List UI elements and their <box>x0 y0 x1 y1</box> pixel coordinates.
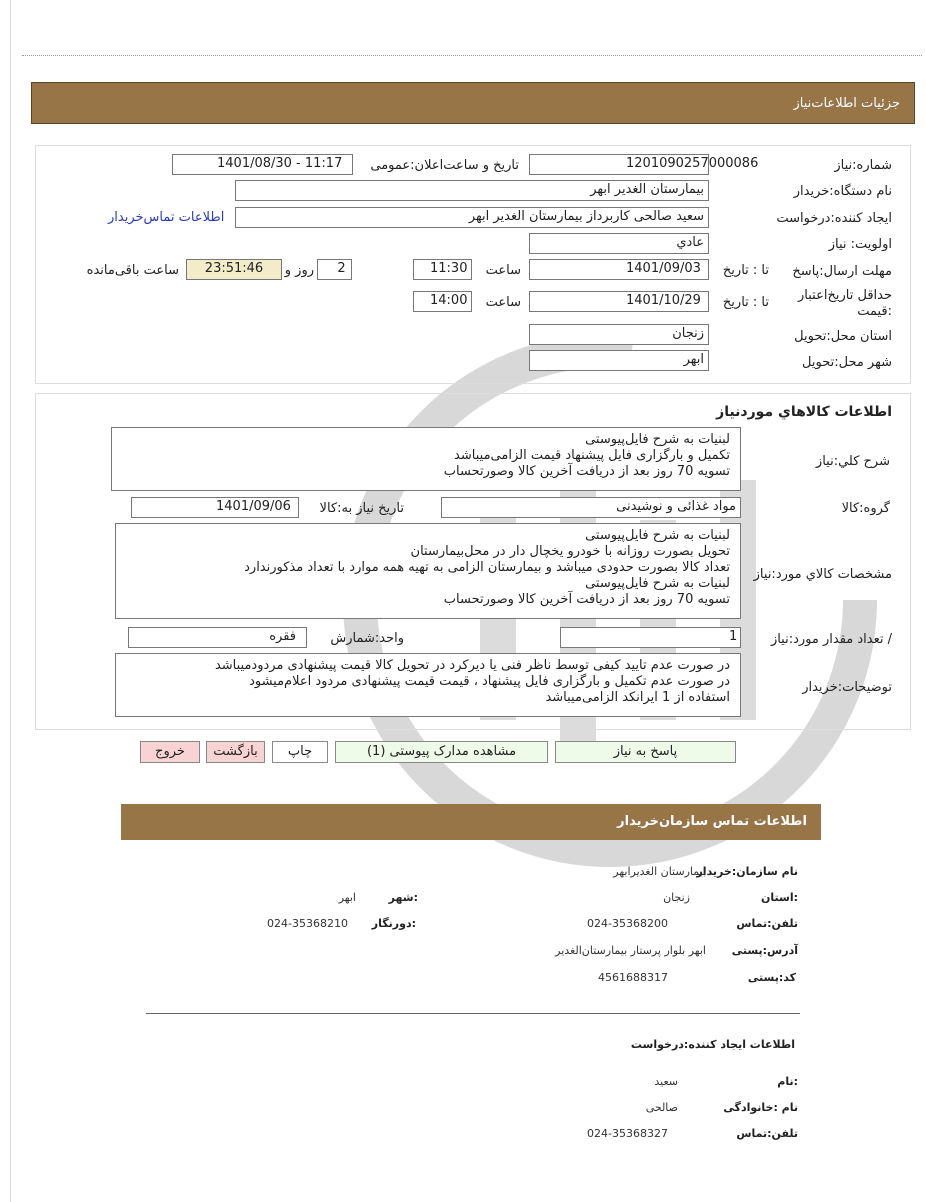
creator-phone-value: 024-35368327 <box>587 1127 668 1140</box>
creator-name-label: :نام <box>777 1075 798 1088</box>
validity-hour-label: ساعت <box>485 295 521 310</box>
creator-phone-label: تلفن:تماس <box>736 1127 798 1140</box>
validity-hour-field[interactable]: 14:00 <box>413 291 472 312</box>
deadline-date-field[interactable]: 1401/09/03 <box>529 259 709 280</box>
top-dotted-divider <box>22 55 922 56</box>
goods-section-title: اطلاعات كالاهاي موردنياز <box>716 404 892 420</box>
contact-fax-value: 024-35368210 <box>267 917 348 930</box>
back-button[interactable]: بازگشت <box>206 741 265 763</box>
qty-label: / تعداد مقدار مورد:نیاز <box>770 632 892 647</box>
creator-name-value: سعید <box>654 1075 678 1088</box>
buyer-contact-link[interactable]: اطلاعات تماس‌خریدار <box>108 210 225 225</box>
priority-field[interactable]: عادي <box>529 233 709 254</box>
desc-line: تسویه 70 روز بعد از دریافت آخرین کالا وصورتحساب <box>443 464 730 479</box>
desc-label: شرح كلي:نياز <box>815 454 890 469</box>
deadline-hour-field[interactable]: 11:30 <box>413 259 472 280</box>
notes-line: در صورت عدم تایید کیفی توسط ناظر فنی یا دیرکرد در تحویل کالا قیمت پیشنهادی مردودمیباشد <box>214 658 730 673</box>
contact-section-header <box>121 804 821 840</box>
deadline-hour-label: ساعت <box>485 263 521 278</box>
spec-textarea[interactable] <box>115 523 741 619</box>
contact-postal-value: 4561688317 <box>598 971 668 984</box>
buyer-org-label: نام دستگاه:خریدار <box>793 184 892 199</box>
spec-line: تحویل بصورت روزانه با خودرو یخچال دار در محل‌بیمارستان <box>410 544 730 559</box>
deadline-to-label: تا : تاریخ <box>722 263 769 278</box>
desc-line: تکمیل و بارگزاری فایل پیشنهاد قیمت الزامی‌میباشد <box>454 448 730 463</box>
contact-province-label: :استان <box>761 891 798 904</box>
spec-line: تسویه 70 روز بعد از دریافت آخرین کالا وصورتحساب <box>443 592 730 607</box>
desc-textarea[interactable] <box>111 427 741 491</box>
attachments-button[interactable]: مشاهده مدارک پیوستی (1) <box>335 741 548 763</box>
contact-province-value: زنجان <box>663 891 690 904</box>
creator-info-title: اطلاعات ایجاد کننده:درخواست <box>630 1038 795 1051</box>
qty-field[interactable]: 1 <box>560 627 741 648</box>
group-label: گروه:کالا <box>841 501 890 516</box>
need-date-label: تاریخ نیاز به:کالا <box>319 501 404 516</box>
announce-field[interactable]: 1401/08/30 - 11:17 <box>172 154 353 175</box>
contact-fax-label: :دورنگار <box>371 917 416 930</box>
contact-address-label: آدرس:پستی <box>731 944 798 957</box>
unit-label: واحد:شمارش <box>330 631 404 646</box>
notes-label: توضیحات:خریدار <box>802 680 892 695</box>
city-label: شهر محل:تحویل <box>802 355 892 370</box>
unit-field[interactable]: فقره <box>128 627 307 648</box>
spec-line: لبنیات به شرح فایل‌پیوستی <box>585 528 730 543</box>
buyer-org-field[interactable]: بیمارستان الغدیر ابهر <box>235 180 709 201</box>
need-number-label: شماره:نیاز <box>834 158 892 173</box>
spec-line: تعداد کالا بصورت حدودی میباشد و بیمارستان الزامی به تهیه همه موارد با تعداد مذکور‌ندارد <box>244 560 730 575</box>
contact-org-label: نام سازمان:خریدار <box>696 865 798 878</box>
print-button[interactable]: چاپ <box>272 741 328 763</box>
province-label: استان محل:تحویل <box>794 329 892 344</box>
desc-line: لبنیات به شرح فایل‌پیوستی <box>585 432 730 447</box>
creator-label: ایجاد کننده:درخواست <box>776 211 892 226</box>
exit-button[interactable]: خروج <box>140 741 200 763</box>
validity-date-field[interactable]: 1401/10/29 <box>529 291 709 312</box>
need-date-field[interactable]: 1401/09/06 <box>131 497 299 518</box>
contact-phone-label: تلفن:تماس <box>736 917 798 930</box>
creator-family-label: نام :خانوادگی <box>723 1101 798 1114</box>
remaining-days-field: 2 <box>317 259 352 280</box>
priority-label: اولویت: نیاز <box>828 237 892 252</box>
left-border-line <box>10 0 11 1202</box>
spec-line: لبنیات به شرح فایل‌پیوستی <box>585 576 730 591</box>
page-header <box>31 82 915 124</box>
days-label: روز و <box>284 263 314 278</box>
notes-line: در صورت عدم تکمیل و بارگزاری فایل پیشنهاد ، قیمت قیمت پیشنهادی مردود اعلام‌میشود <box>249 674 730 689</box>
creator-field[interactable]: سعید صالحی کاربرداز بیمارستان الغدیر ابهر <box>235 207 709 228</box>
validity-to-label: تا : تاریخ <box>722 295 769 310</box>
need-number-field[interactable]: 1201090257000086 <box>529 154 709 175</box>
remaining-time-field: 23:51:46 <box>186 259 282 280</box>
notes-line: استفاده از 1 ایرانکد الزامی‌میباشد <box>545 690 730 705</box>
deadline-label: مهلت ارسال:پاسخ <box>792 264 892 279</box>
spec-label: مشخصات كالاي مورد:نياز <box>753 567 892 582</box>
validity-label: حداقل تاریخ‌اعتبار :قیمت <box>798 288 892 319</box>
notes-textarea[interactable] <box>115 653 741 717</box>
contact-city-label: :شهر <box>388 891 418 904</box>
contact-address-value: ابهر بلوار پرستار بیمارستان‌الغدیر <box>555 944 706 957</box>
reply-button[interactable]: پاسخ به نیاز <box>555 741 736 763</box>
announce-label: تاریخ و ساعت‌اعلان:عمومی <box>370 158 519 173</box>
contact-postal-label: کد:پستی <box>747 971 796 984</box>
creator-family-value: صالحی <box>645 1101 678 1114</box>
group-field[interactable]: مواد غذائی و نوشیدنی <box>441 497 741 518</box>
contact-city-value: ابهر <box>338 891 356 904</box>
province-field[interactable]: زنجان <box>529 324 709 345</box>
contact-section-title: اطلاعات تماس سازمان‌خریدار <box>617 814 807 829</box>
contact-org-value: بیمارستان الغدیرابهر <box>613 865 706 878</box>
header-title: جزئیات اطلاعات‌نیاز <box>793 96 900 111</box>
remaining-label: ساعت باقی‌مانده <box>86 263 179 278</box>
contact-phone-value: 024-35368200 <box>587 917 668 930</box>
contact-divider <box>146 1013 800 1014</box>
city-field[interactable]: ابهر <box>529 350 709 371</box>
